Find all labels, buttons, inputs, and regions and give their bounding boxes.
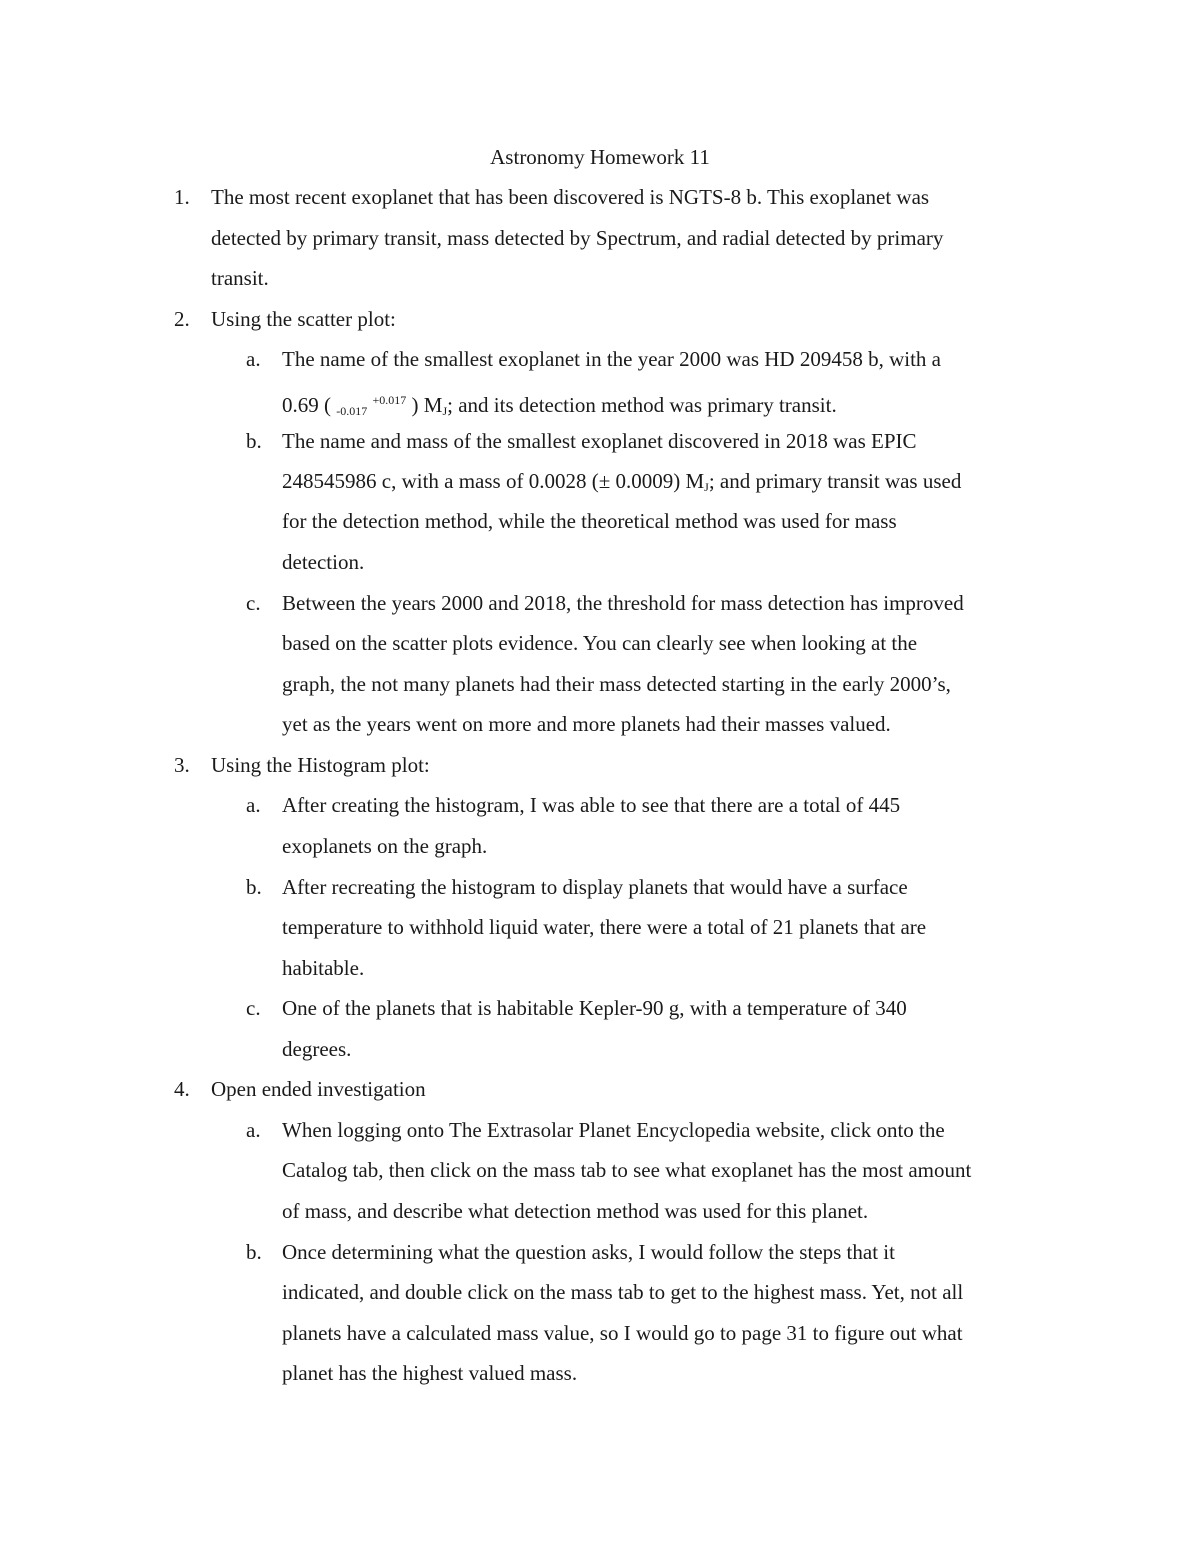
q2b-line-2 (282, 466, 961, 502)
q4a-line-1: When logging onto The Extrasolar Planet Encyclopedia website, click onto the (282, 1118, 945, 1142)
q2-marker: 2. (174, 307, 190, 331)
q2b-line-3: for the detection method, while the theoretical method was used for mass (282, 509, 897, 533)
q3b-line-3: habitable. (282, 956, 365, 980)
q4b-line-3: planets have a calculated mass value, so I would go to page 31 to figure out what (282, 1321, 963, 1345)
q2b-line-2-rest: ; and primary transit was used (708, 469, 962, 493)
q3b-line-1: After recreating the histogram to display planets that would have a surface (282, 875, 908, 899)
q2b-unit-sub: J (704, 480, 709, 494)
page-title: Astronomy Homework 11 (490, 145, 710, 169)
q3b-line-2: temperature to withhold liquid water, there were a total of 21 planets that are (282, 915, 927, 939)
q2b-line-4: detection. (282, 550, 365, 574)
q2a-unit-sub: J (442, 404, 448, 418)
q2c-line-2: based on the scatter plots evidence. You can clearly see when looking at the (282, 631, 918, 655)
q3c-line-1: One of the planets that is habitable Kepler-90 g, with a temperature of 340 (282, 996, 907, 1020)
q4-heading: Open ended investigation (211, 1077, 426, 1101)
q2-heading: Using the scatter plot: (211, 307, 396, 331)
q3a-line-2: exoplanets on the graph. (282, 834, 488, 858)
q2a-mass-value: 0.69 ( (282, 393, 331, 417)
q4a-line-3: of mass, and describe what detection method was used for this planet. (282, 1199, 869, 1223)
q4b-line-1: Once determining what the question asks, I would follow the steps that it (282, 1240, 895, 1264)
q3c-marker: c. (246, 996, 261, 1020)
q1-line-1: The most recent exoplanet that has been discovered is NGTS-8 b. This exoplanet was (211, 185, 930, 209)
q2a-line-2 (282, 385, 837, 426)
q2a-error-plus: +0.017 (372, 393, 407, 407)
q1-marker: 1. (174, 185, 190, 209)
q2b-line-2-start: 248545986 c, with a mass of 0.0028 (± 0.0009) M (282, 469, 705, 493)
q2b-line-1: The name and mass of the smallest exoplanet discovered in 2018 was EPIC (282, 429, 917, 453)
q3b-marker: b. (246, 875, 262, 899)
q2b-marker: b. (246, 429, 262, 453)
q1-line-2: detected by primary transit, mass detected by Spectrum, and radial detected by primary (211, 226, 944, 250)
q2a-marker: a. (246, 347, 261, 371)
q2a-line-2-rest: ; and its detection method was primary transit. (447, 393, 837, 417)
q4b-marker: b. (246, 1240, 262, 1264)
q3-marker: 3. (174, 753, 190, 777)
q3c-line-2: degrees. (282, 1037, 352, 1061)
q4-marker: 4. (174, 1077, 190, 1101)
q4b-line-4: planet has the highest valued mass. (282, 1361, 578, 1385)
q4a-marker: a. (246, 1118, 261, 1142)
q4b-line-2: indicated, and double click on the mass tab to get to the highest mass. Yet, not all (282, 1280, 964, 1304)
q2c-line-1: Between the years 2000 and 2018, the threshold for mass detection has improved (282, 591, 964, 615)
q3a-marker: a. (246, 793, 261, 817)
q4a-line-2: Catalog tab, then click on the mass tab to see what exoplanet has the most amount (282, 1158, 972, 1182)
q2a-error-minus: -0.017 (336, 404, 368, 418)
q2c-marker: c. (246, 591, 261, 615)
q3a-line-1: After creating the histogram, I was able to see that there are a total of 445 (282, 793, 901, 817)
q2a-mass-after: ) M (411, 393, 443, 417)
q2a-line-1: The name of the smallest exoplanet in the year 2000 was HD 209458 b, with a (282, 347, 941, 371)
q2c-line-3: graph, the not many planets had their mass detected starting in the early 2000’s, (282, 672, 951, 696)
q3-heading: Using the Histogram plot: (211, 753, 430, 777)
q2c-line-4: yet as the years went on more and more planets had their masses valued. (282, 712, 891, 736)
q1-line-3: transit. (211, 266, 269, 290)
